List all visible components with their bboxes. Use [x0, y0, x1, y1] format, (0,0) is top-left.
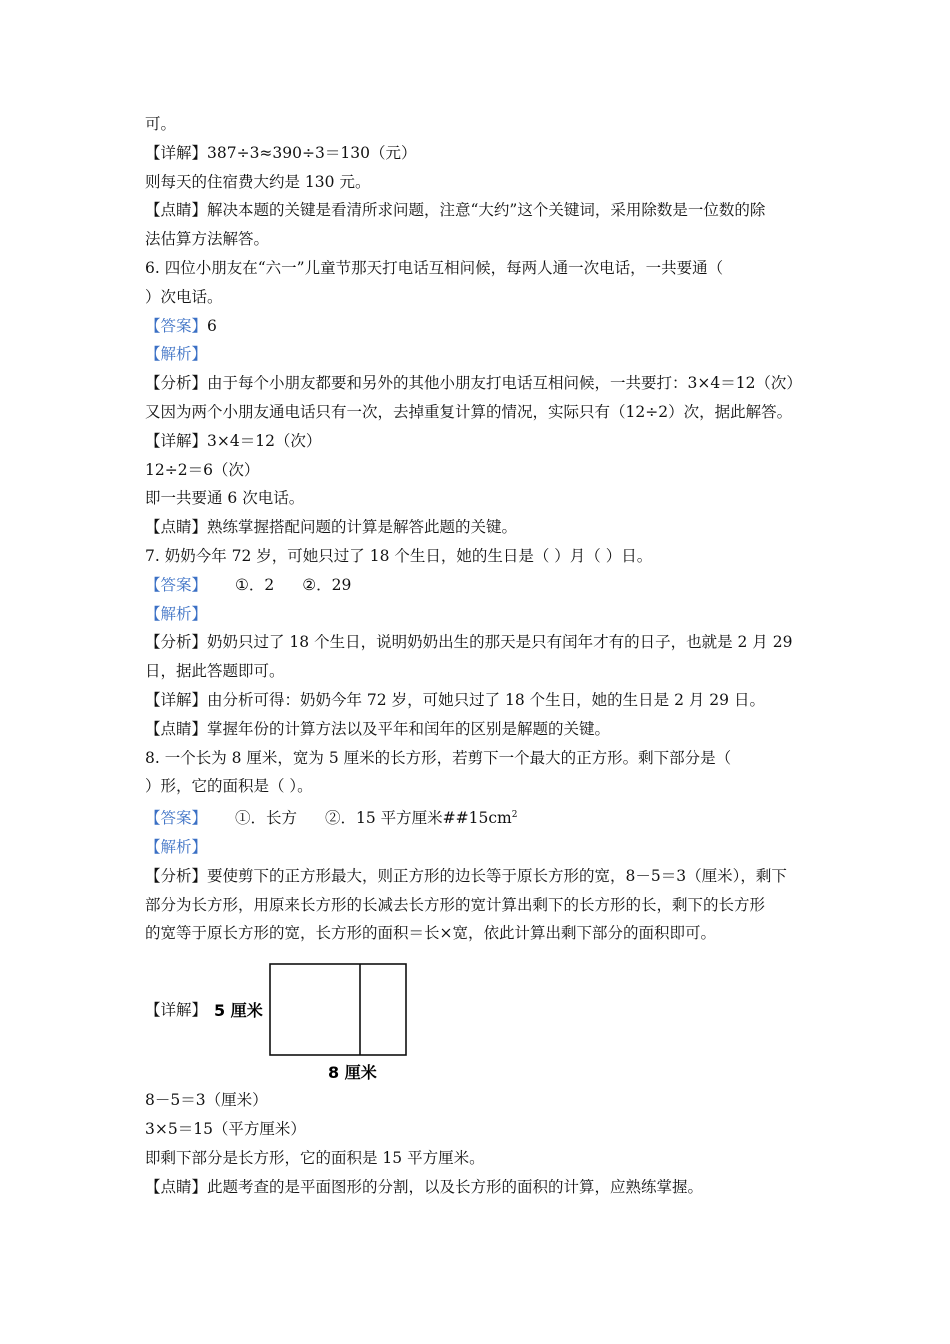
q6-answer — [145, 312, 825, 341]
text-line: 【详解】3×4＝12（次） — [145, 431, 322, 450]
text-line: 又因为两个小朋友通电话只有一次，去掉重复计算的情况，实际只有（12÷2）次，据此解答。 — [145, 402, 793, 421]
detail-figure-block — [145, 948, 825, 1086]
q7-answer — [145, 571, 825, 600]
question-8: 8. 一个长为 8 厘米，宽为 5 厘米的长方形，若剪下一个最大的正方形。剩下部分是（ — [145, 748, 732, 767]
text-line: 部分为长方形，用原来长方形的长减去长方形的宽计算出剩下的长方形的长，剩下的长方形 — [145, 895, 766, 914]
question-6-cont: ）次电话。 — [145, 287, 223, 306]
text-line: 【点睛】掌握年份的计算方法以及平年和闰年的区别是解题的关键。 — [145, 719, 611, 738]
text-line: 法估算方法解答。 — [145, 230, 270, 249]
text-line: 12÷2＝6（次） — [145, 460, 260, 479]
text-line: 8－5＝3（厘米） — [145, 1091, 268, 1110]
document-page — [145, 110, 825, 1201]
q8-analysis-tag: 【解析】 — [145, 838, 208, 857]
answer-superscript: 2 — [511, 810, 518, 821]
q7-analysis-tag: 【解析】 — [145, 604, 208, 623]
q8-answer — [145, 801, 825, 833]
length-label: 8 厘米 — [328, 1063, 377, 1083]
answer-tag: 【答案】 — [145, 316, 208, 335]
answer-value-2: ②．29 — [302, 575, 352, 594]
text-line: 【点睛】此题考查的是平面图形的分割，以及长方形的面积的计算，应熟练掌握。 — [145, 1177, 704, 1196]
answer-tag: 【答案】 — [145, 809, 208, 828]
question-6: 6. 四位小朋友在“六一”儿童节那天打电话互相问候，每两人通一次电话，一共要通（ — [145, 258, 724, 277]
width-label: 5 厘米 — [214, 1001, 263, 1021]
detail-tag: 【详解】 — [145, 1001, 208, 1020]
answer-tag: 【答案】 — [145, 575, 208, 594]
q6-analysis-tag: 【解析】 — [145, 345, 208, 364]
text-line: 即剩下部分是长方形，它的面积是 15 平方厘米。 — [145, 1148, 485, 1167]
text-line: 【分析】要使剪下的正方形最大，则正方形的边长等于原长方形的宽，8－5＝3（厘米），剩下 — [145, 866, 787, 885]
rectangle-outline — [270, 964, 406, 1055]
text-line: 日，据此答题即可。 — [145, 662, 285, 681]
answer-value-1: ①．长方 — [235, 809, 298, 828]
answer-value: 6 — [207, 316, 217, 335]
answer-value-2: ②．15 平方厘米##15cm — [325, 809, 512, 828]
text-line: 【点睛】解决本题的关键是看清所求问题，注意“大约”这个关键词，采用除数是一位数的除 — [145, 201, 766, 220]
text-line: 可。 — [145, 115, 177, 133]
answer-value-1: ①．2 — [235, 575, 275, 594]
text-line: 【详解】387÷3≈390÷3＝130（元） — [145, 143, 417, 162]
text-line: 即一共要通 6 次电话。 — [145, 489, 305, 508]
text-line: 【点睛】熟练掌握搭配问题的计算是解答此题的关键。 — [145, 518, 518, 537]
question-7: 7. 奶奶今年 72 岁，可她只过了 18 个生日，她的生日是（ ）月（ ）日。 — [145, 546, 653, 565]
text-line: 的宽等于原长方形的宽，长方形的面积＝长×宽，依此计算出剩下部分的面积即可。 — [145, 924, 716, 943]
rectangle-figure — [210, 948, 420, 1083]
question-8-cont: ）形，它的面积是（ ）。 — [145, 777, 313, 796]
text-line: 【分析】由于每个小朋友都要和另外的其他小朋友打电话互相问候，一共要打：3×4＝12（次） — [145, 374, 802, 393]
text-line: 【分析】奶奶只过了 18 个生日，说明奶奶出生的那天是只有闰年才有的日子，也就是 2 月 29 — [145, 633, 793, 652]
text-line: 【详解】由分析可得：奶奶今年 72 岁，可她只过了 18 个生日，她的生日是 2 月 29 日。 — [145, 690, 765, 709]
text-line: 则每天的住宿费大约是 130 元。 — [145, 172, 371, 191]
text-line: 3×5＝15（平方厘米） — [145, 1120, 306, 1139]
